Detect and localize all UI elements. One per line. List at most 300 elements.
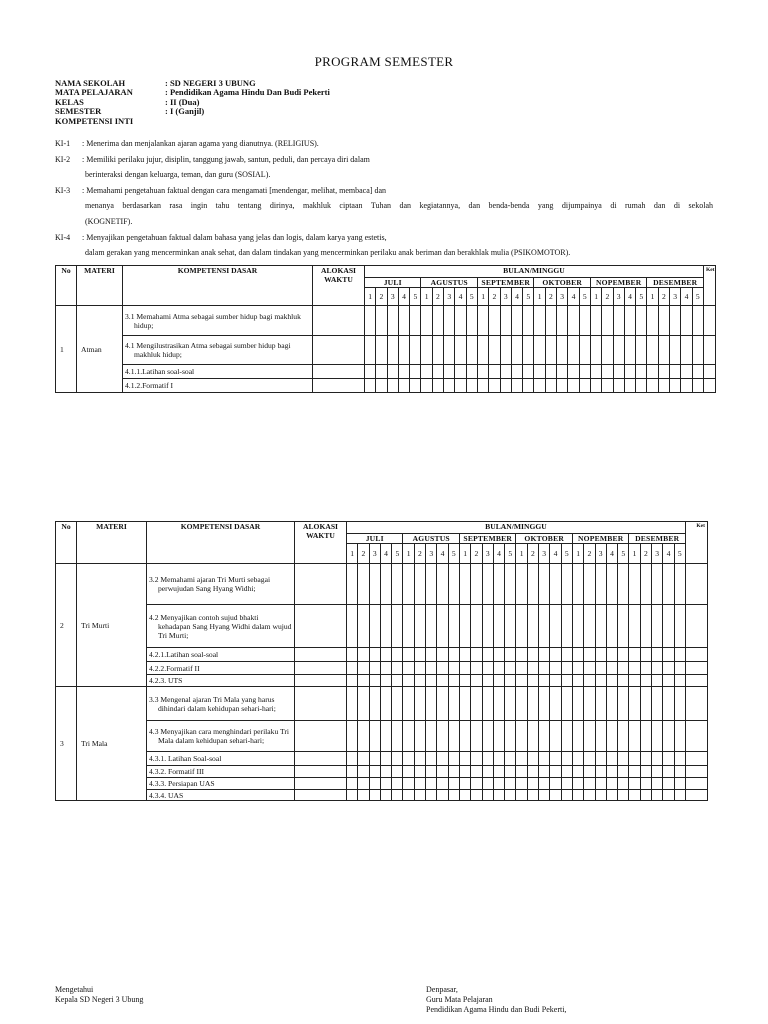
week-cell (511, 336, 522, 365)
info-row (55, 117, 330, 126)
week-label: 4 (437, 544, 448, 564)
week-cell (539, 790, 550, 801)
week-cell (629, 648, 640, 662)
week-cell (392, 778, 403, 790)
week-cell (437, 687, 448, 721)
week-cell (403, 687, 414, 721)
week-cell (663, 778, 674, 790)
row-kompetensi (147, 766, 295, 778)
row-ket (685, 662, 707, 675)
info-label: SEMESTER (55, 106, 102, 117)
signature-right (426, 985, 566, 1015)
week-cell (561, 564, 572, 605)
week-cell (448, 778, 459, 790)
week-cell (477, 365, 488, 379)
week-cell (613, 379, 624, 393)
week-label: 2 (527, 544, 538, 564)
signature-line: Denpasar, (426, 985, 458, 994)
week-label: 1 (347, 544, 358, 564)
week-label: 3 (482, 544, 493, 564)
week-cell (414, 662, 425, 675)
table-header-materi: MATERI (77, 522, 147, 564)
week-cell (369, 662, 380, 675)
week-cell (652, 778, 663, 790)
week-cell (437, 662, 448, 675)
week-cell (652, 721, 663, 752)
row-materi: Atman (77, 306, 123, 393)
week-cell (516, 564, 527, 605)
month-label: NOPEMBER (590, 278, 646, 288)
week-cell (550, 752, 561, 766)
week-cell (477, 379, 488, 393)
row-kompetensi (147, 564, 295, 605)
week-cell (493, 721, 504, 752)
week-cell (663, 648, 674, 662)
week-cell (568, 379, 579, 393)
week-cell (398, 379, 409, 393)
week-cell (505, 721, 516, 752)
week-cell (647, 365, 658, 379)
row-ket (703, 306, 715, 336)
ki-text: berinteraksi dengan keluarga, teman, dan guru (SOSIAL). (85, 170, 271, 179)
week-cell (365, 306, 376, 336)
week-cell (579, 306, 590, 336)
row-no: 2 (56, 564, 77, 687)
week-cell (392, 687, 403, 721)
week-cell (511, 306, 522, 336)
week-label: 4 (624, 288, 635, 306)
week-cell (561, 687, 572, 721)
week-cell (640, 662, 651, 675)
week-cell (624, 306, 635, 336)
ki-text: dalam gerakan yang mencerminkan anak sehat, dan dalam tindakan yang mencerminkan perilaku anak beriman dan berakhlak mulia (PSIKOMOTOR). (85, 248, 571, 257)
week-label: 1 (629, 544, 640, 564)
week-cell (437, 648, 448, 662)
week-cell (692, 336, 703, 365)
week-cell (550, 564, 561, 605)
week-cell (459, 752, 470, 766)
week-cell (489, 336, 500, 365)
row-alokasi (295, 687, 347, 721)
week-cell (550, 662, 561, 675)
ki-text: menanya berdasarkan rasa ingin tahu tentang dirinya, makhluk ciptaan Tuhan dan kegiatannya, dan benda-benda yang dijumpainya di rumah dan di sekolah (85, 201, 713, 210)
week-cell (414, 687, 425, 721)
week-cell (421, 336, 432, 365)
week-cell (477, 336, 488, 365)
week-cell (557, 336, 568, 365)
week-cell (500, 379, 511, 393)
week-cell (550, 778, 561, 790)
week-cell (426, 648, 437, 662)
week-cell (398, 336, 409, 365)
week-cell (618, 648, 629, 662)
week-cell (482, 564, 493, 605)
week-cell (670, 336, 681, 365)
kompetensi-text: 4.2.2.Formatif II (149, 663, 200, 673)
week-label: 2 (602, 288, 613, 306)
week-cell (403, 790, 414, 801)
week-cell (437, 790, 448, 801)
week-cell (500, 336, 511, 365)
table-row (56, 778, 708, 790)
table-header-no: No (56, 522, 77, 564)
week-cell (568, 336, 579, 365)
week-cell (652, 564, 663, 605)
month-label: NOPEMBER (572, 534, 628, 544)
week-label: 3 (500, 288, 511, 306)
week-cell (392, 675, 403, 687)
week-cell (369, 721, 380, 752)
week-cell (403, 662, 414, 675)
week-cell (584, 721, 595, 752)
week-cell (652, 605, 663, 648)
week-cell (629, 721, 640, 752)
week-cell (640, 605, 651, 648)
month-label: DESEMBER (629, 534, 686, 544)
row-alokasi (295, 605, 347, 648)
week-cell (602, 379, 613, 393)
table-row (56, 752, 708, 766)
week-cell (663, 721, 674, 752)
week-cell (365, 379, 376, 393)
week-cell (527, 675, 538, 687)
week-cell (545, 379, 556, 393)
week-cell (414, 790, 425, 801)
week-cell (489, 379, 500, 393)
week-cell (459, 675, 470, 687)
row-ket (685, 564, 707, 605)
week-cell (584, 675, 595, 687)
week-cell (584, 752, 595, 766)
week-label: 1 (590, 288, 601, 306)
week-cell (347, 778, 358, 790)
week-label: 2 (584, 544, 595, 564)
week-cell (376, 306, 387, 336)
week-label: 3 (426, 544, 437, 564)
week-cell (584, 564, 595, 605)
table-header-no: No (56, 266, 77, 306)
week-cell (572, 752, 583, 766)
week-cell (618, 721, 629, 752)
week-cell (471, 605, 482, 648)
week-cell (539, 648, 550, 662)
row-ket (685, 687, 707, 721)
ki-text: : Menerima dan menjalankan ajaran agama yang dianutnya. (RELIGIUS). (82, 139, 319, 148)
semester-table-2 (55, 521, 708, 801)
week-cell (629, 605, 640, 648)
week-cell (426, 721, 437, 752)
week-cell (523, 306, 534, 336)
month-label: OKTOBER (534, 278, 590, 288)
week-cell (624, 336, 635, 365)
week-cell (421, 365, 432, 379)
week-cell (624, 365, 635, 379)
row-ket (685, 605, 707, 648)
week-cell (392, 721, 403, 752)
week-cell (663, 752, 674, 766)
row-kompetensi (123, 336, 313, 365)
week-cell (403, 766, 414, 778)
week-label: 5 (674, 544, 685, 564)
week-label: 5 (523, 288, 534, 306)
week-cell (358, 790, 369, 801)
week-cell (403, 605, 414, 648)
kompetensi-text: 4.1.2.Formatif I (125, 381, 174, 390)
week-cell (516, 675, 527, 687)
week-cell (523, 379, 534, 393)
info-label: MATA PELAJARAN (55, 87, 133, 98)
week-cell (681, 379, 692, 393)
week-cell (670, 306, 681, 336)
week-cell (347, 564, 358, 605)
week-cell (602, 365, 613, 379)
week-cell (579, 379, 590, 393)
week-cell (482, 605, 493, 648)
week-cell (347, 790, 358, 801)
week-cell (636, 306, 647, 336)
week-cell (572, 564, 583, 605)
week-cell (369, 752, 380, 766)
row-alokasi (295, 752, 347, 766)
week-cell (471, 778, 482, 790)
week-label: 4 (663, 544, 674, 564)
week-cell (636, 379, 647, 393)
week-cell (398, 365, 409, 379)
week-cell (550, 648, 561, 662)
week-cell (432, 379, 443, 393)
week-cell (663, 662, 674, 675)
week-cell (482, 675, 493, 687)
kompetensi-text: 4.3 Menyajikan cara menghindari perilaku Tri Mala dalam kehidupan sehari-hari; (149, 727, 290, 745)
week-cell (539, 778, 550, 790)
week-cell (674, 675, 685, 687)
week-cell (392, 790, 403, 801)
week-cell (640, 778, 651, 790)
week-cell (369, 766, 380, 778)
week-cell (674, 790, 685, 801)
week-cell (613, 365, 624, 379)
table-header-alokasi: ALOKASI WAKTU (313, 266, 365, 306)
week-cell (414, 766, 425, 778)
week-cell (471, 662, 482, 675)
week-label: 5 (448, 544, 459, 564)
week-cell (618, 766, 629, 778)
week-cell (640, 766, 651, 778)
week-cell (606, 687, 617, 721)
week-cell (448, 790, 459, 801)
week-cell (606, 790, 617, 801)
week-cell (595, 675, 606, 687)
week-cell (618, 790, 629, 801)
table-header-ket: Ket (703, 266, 715, 306)
week-cell (482, 790, 493, 801)
week-cell (482, 778, 493, 790)
school-info (55, 79, 330, 126)
table-header-bulan: BULAN/MINGGU (365, 266, 704, 278)
week-cell (358, 564, 369, 605)
week-cell (511, 379, 522, 393)
week-label: 1 (403, 544, 414, 564)
week-cell (511, 365, 522, 379)
week-cell (471, 790, 482, 801)
week-cell (437, 778, 448, 790)
week-cell (527, 687, 538, 721)
week-cell (448, 605, 459, 648)
week-cell (579, 365, 590, 379)
week-label: 1 (647, 288, 658, 306)
week-cell (493, 662, 504, 675)
week-label: 5 (466, 288, 477, 306)
week-cell (602, 306, 613, 336)
week-cell (369, 778, 380, 790)
info-value: : SD NEGERI 3 UBUNG (165, 78, 256, 88)
week-cell (376, 336, 387, 365)
month-label: JULI (365, 278, 421, 288)
row-alokasi (295, 648, 347, 662)
week-label: 3 (670, 288, 681, 306)
table-row (56, 687, 708, 721)
week-cell (493, 778, 504, 790)
week-cell (561, 790, 572, 801)
week-cell (606, 564, 617, 605)
week-label: 3 (369, 544, 380, 564)
row-kompetensi (147, 662, 295, 675)
week-label: 4 (511, 288, 522, 306)
week-cell (550, 605, 561, 648)
week-cell (426, 675, 437, 687)
week-cell (613, 306, 624, 336)
week-cell (426, 766, 437, 778)
week-cell (505, 648, 516, 662)
week-cell (595, 662, 606, 675)
week-label: 2 (471, 544, 482, 564)
row-alokasi (313, 379, 365, 393)
table-row (56, 766, 708, 778)
week-label: 1 (365, 288, 376, 306)
week-cell (640, 790, 651, 801)
row-alokasi (295, 662, 347, 675)
table-row (56, 675, 708, 687)
week-cell (606, 778, 617, 790)
week-cell (482, 766, 493, 778)
week-label: 4 (398, 288, 409, 306)
week-cell (459, 687, 470, 721)
week-cell (471, 564, 482, 605)
week-cell (516, 721, 527, 752)
week-cell (448, 721, 459, 752)
week-cell (358, 778, 369, 790)
week-label: 5 (618, 544, 629, 564)
week-cell (527, 790, 538, 801)
week-cell (358, 648, 369, 662)
week-cell (471, 648, 482, 662)
week-cell (482, 662, 493, 675)
week-cell (410, 306, 421, 336)
week-cell (516, 766, 527, 778)
week-cell (365, 365, 376, 379)
row-ket (685, 752, 707, 766)
week-cell (561, 752, 572, 766)
week-cell (527, 778, 538, 790)
week-cell (527, 662, 538, 675)
week-cell (523, 365, 534, 379)
week-cell (572, 766, 583, 778)
ki-text: : Memiliki perilaku jujur, disiplin, tanggung jawab, santun, peduli, dan percaya diri dalam (82, 155, 370, 164)
week-cell (466, 379, 477, 393)
week-cell (426, 752, 437, 766)
week-cell (579, 336, 590, 365)
week-cell (380, 778, 391, 790)
week-cell (369, 675, 380, 687)
week-cell (493, 766, 504, 778)
week-cell (658, 379, 669, 393)
week-cell (606, 766, 617, 778)
week-cell (674, 648, 685, 662)
row-alokasi (295, 778, 347, 790)
week-cell (347, 687, 358, 721)
week-cell (557, 365, 568, 379)
week-cell (505, 564, 516, 605)
week-cell (380, 687, 391, 721)
week-cell (595, 648, 606, 662)
week-cell (584, 605, 595, 648)
row-alokasi (313, 306, 365, 336)
week-cell (505, 778, 516, 790)
week-cell (437, 766, 448, 778)
week-cell (557, 306, 568, 336)
week-cell (550, 721, 561, 752)
week-label: 3 (557, 288, 568, 306)
week-cell (584, 778, 595, 790)
week-cell (448, 564, 459, 605)
week-cell (414, 605, 425, 648)
signature-left (55, 985, 143, 1005)
week-cell (369, 648, 380, 662)
week-cell (358, 721, 369, 752)
week-cell (459, 662, 470, 675)
row-kompetensi (147, 675, 295, 687)
week-cell (403, 675, 414, 687)
week-cell (455, 379, 466, 393)
week-label: 2 (414, 544, 425, 564)
week-label: 3 (387, 288, 398, 306)
week-cell (561, 605, 572, 648)
week-cell (489, 365, 500, 379)
week-cell (545, 306, 556, 336)
week-label: 2 (640, 544, 651, 564)
row-no: 1 (56, 306, 77, 393)
week-cell (670, 379, 681, 393)
row-alokasi (295, 721, 347, 752)
week-cell (652, 648, 663, 662)
week-label: 5 (505, 544, 516, 564)
week-cell (471, 687, 482, 721)
kompetensi-text: 4.3.2. Formatif III (149, 767, 205, 776)
signature-line: Guru Mata Pelajaran (426, 995, 493, 1004)
info-label: KELAS (55, 96, 84, 107)
week-cell (640, 564, 651, 605)
week-cell (572, 605, 583, 648)
table-row (56, 721, 708, 752)
week-label: 4 (493, 544, 504, 564)
week-cell (392, 564, 403, 605)
week-cell (606, 752, 617, 766)
info-value: : II (Dua) (165, 96, 200, 107)
week-cell (426, 778, 437, 790)
week-cell (493, 675, 504, 687)
week-cell (539, 605, 550, 648)
week-cell (482, 648, 493, 662)
